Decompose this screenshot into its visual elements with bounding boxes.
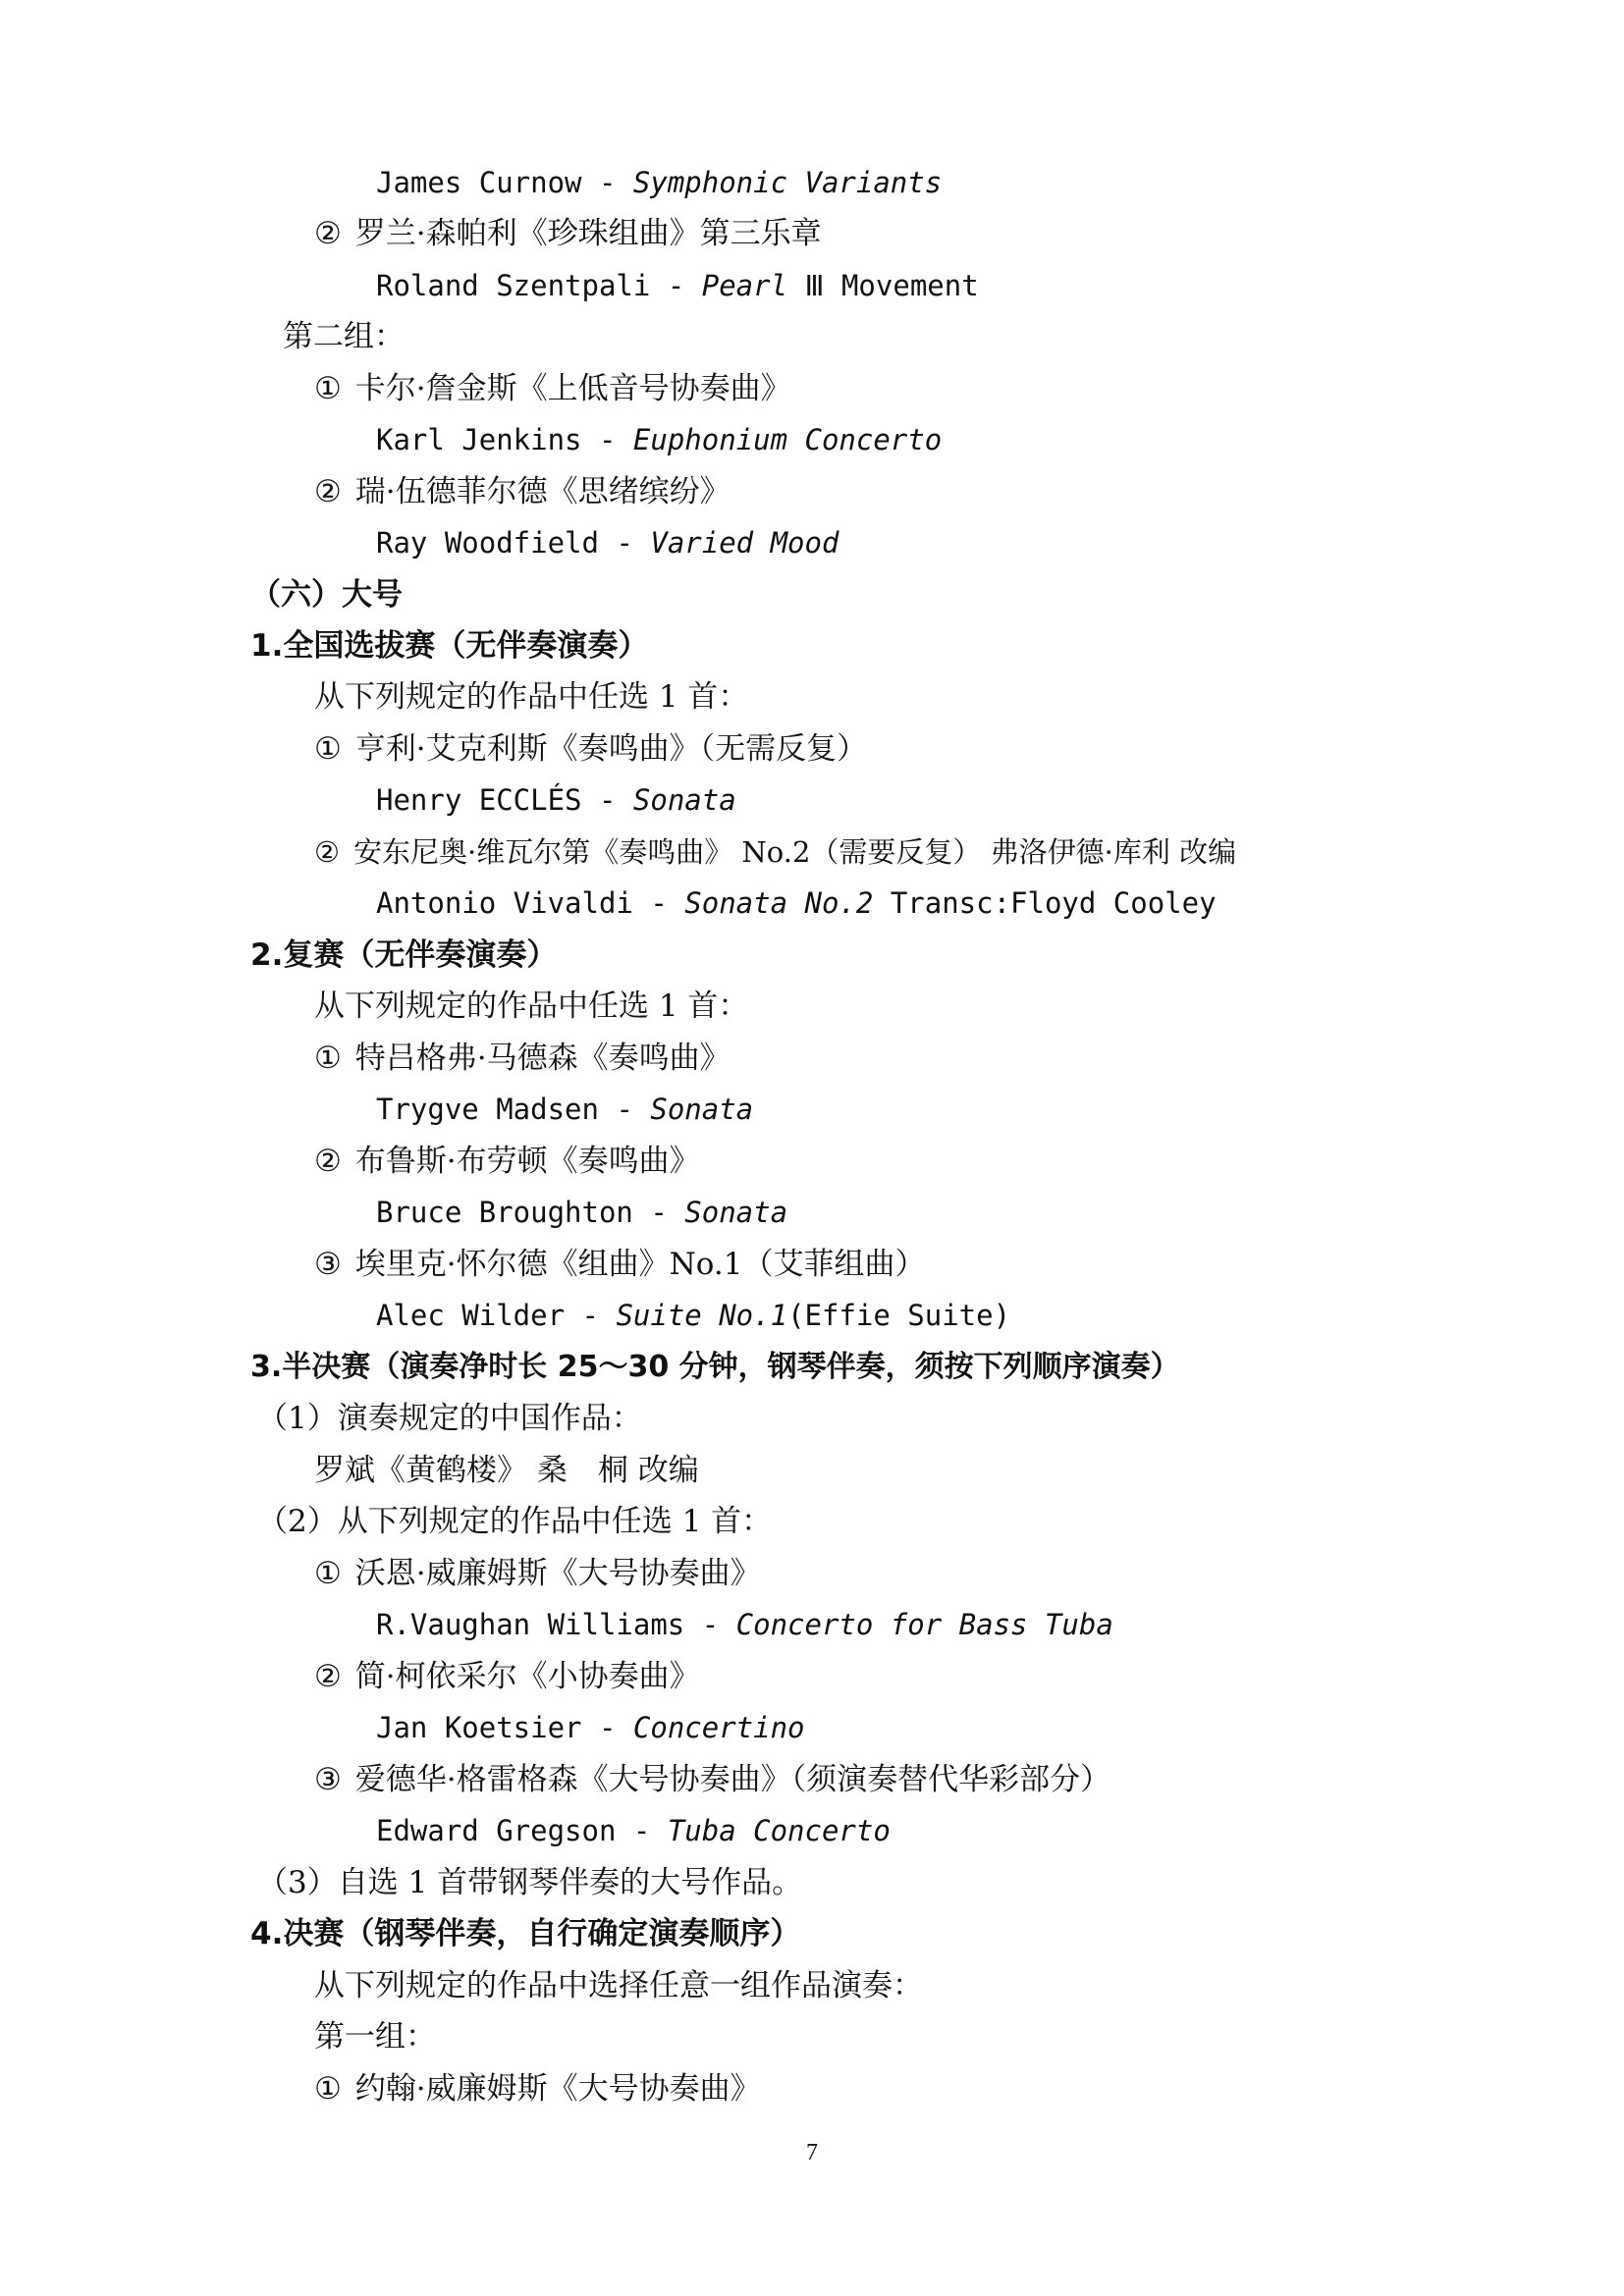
item-text: 亨利·艾克利斯《奏鸣曲》（无需反复） (354, 731, 868, 767)
item-text: 布鲁斯·布劳顿《奏鸣曲》 (354, 1144, 700, 1179)
item-marker: ② (314, 474, 342, 509)
separator: - (581, 1711, 633, 1744)
instruction-text: 从下列规定的作品中任选 1 首： (314, 679, 749, 715)
item-marker: ③ (314, 1247, 342, 1282)
work-item (314, 832, 1236, 872)
item-marker: ② (314, 1144, 342, 1179)
composer-name: Bruce Broughton (376, 1196, 633, 1229)
item-marker: ① (314, 1041, 342, 1076)
round-heading: 2.复赛（无伴奏演奏） (250, 937, 558, 973)
item-marker: ③ (314, 1762, 342, 1797)
round-heading: 4.决赛（钢琴伴奏，自行确定演奏顺序） (250, 1916, 801, 1951)
item-text: 罗斌《黄鹤楼》 桑 桐 改编 (314, 1453, 699, 1488)
item-text: 沃恩·威廉姆斯《大号协奏曲》 (354, 1556, 761, 1591)
composer-name: Trygve Madsen (376, 1093, 599, 1126)
work-item (314, 1554, 761, 1593)
composer-name: Henry ECCLÉS (376, 783, 582, 817)
separator: - (581, 783, 633, 817)
item-text: 简·柯依采尔《小协奏曲》 (354, 1659, 700, 1694)
item-marker: ① (314, 371, 342, 406)
work-title: Sonata (650, 1093, 754, 1126)
work-credit-line (376, 420, 942, 459)
composer-name: Roland Szentpali (376, 269, 651, 302)
work-item (314, 2069, 761, 2109)
work-credit-line (376, 1708, 805, 1747)
separator: - (598, 526, 651, 560)
composer-name: Jan Koetsier (376, 1711, 582, 1744)
work-credit-line (376, 1296, 1010, 1335)
work-credit-line (376, 1193, 787, 1232)
work-item (314, 1451, 699, 1490)
item-marker: ② (314, 835, 340, 869)
work-item (314, 1760, 1110, 1799)
work-credit-line (376, 1811, 891, 1850)
work-credit-line (376, 1090, 753, 1129)
work-title: Varied Mood (650, 526, 839, 560)
composer-name: James Curnow (376, 166, 582, 199)
item-marker: ② (314, 216, 342, 251)
round-heading: 1.全国选拔赛（无伴奏演奏） (250, 628, 649, 664)
item-text: 特吕格弗·马德森《奏鸣曲》 (354, 1041, 731, 1076)
composer-name: Alec Wilder (376, 1299, 566, 1332)
item-text: 瑞·伍德菲尔德《思绪缤纷》 (354, 474, 731, 509)
instruction-text: （2）从下列规定的作品中任选 1 首： (257, 1504, 773, 1539)
separator: - (598, 1093, 651, 1126)
work-item (314, 1142, 700, 1181)
composer-name: Antonio Vivaldi (376, 886, 633, 920)
separator: - (581, 423, 633, 456)
work-title: Sonata (632, 783, 736, 817)
separator: - (684, 1608, 736, 1641)
composer-name: Karl Jenkins (376, 423, 582, 456)
separator: - (616, 1814, 668, 1847)
work-title: Tuba Concerto (667, 1814, 891, 1847)
item-marker: ① (314, 731, 342, 767)
item-text: 罗兰·森帕利《珍珠组曲》第三乐章 (354, 216, 822, 251)
work-credit-line (376, 163, 942, 202)
composer-name: Ray Woodfield (376, 526, 599, 560)
item-text: 埃里克·怀尔德《组曲》No.1（艾菲组曲） (354, 1247, 926, 1282)
composer-name: Edward Gregson (376, 1814, 617, 1847)
instruction-text: 从下列规定的作品中任选 1 首： (314, 988, 749, 1024)
work-extra: (Effie Suite) (787, 1299, 1011, 1332)
work-credit-line (376, 1605, 1113, 1644)
separator: - (565, 1299, 617, 1332)
work-title: Pearl (701, 269, 788, 302)
work-item (314, 472, 731, 511)
work-credit-line (376, 780, 736, 820)
item-marker: ① (314, 2071, 342, 2107)
separator: - (632, 1196, 685, 1229)
item-text: 安东尼奥·维瓦尔第《奏鸣曲》 No.2（需要反复） 弗洛伊德·库利 改编 (353, 835, 1237, 869)
work-item (314, 1657, 700, 1696)
work-title: Symphonic Variants (632, 166, 943, 199)
work-item (314, 369, 791, 408)
work-item (314, 1039, 731, 1078)
item-marker: ② (314, 1659, 342, 1694)
separator: - (581, 166, 633, 199)
round-heading: 3.半决赛（演奏净时长 25～30 分钟，钢琴伴奏，须按下列顺序演奏） (250, 1350, 1180, 1384)
work-extra: Ⅲ Movement (787, 269, 979, 302)
page-number: 7 (806, 2140, 818, 2165)
work-credit-line (376, 883, 1217, 923)
work-title: Sonata (684, 1196, 788, 1229)
item-text: 约翰·威廉姆斯《大号协奏曲》 (354, 2071, 761, 2107)
work-title: Euphonium Concerto (632, 423, 943, 456)
work-title: Suite No.1 (616, 1299, 788, 1332)
instruction-text: （1）演奏规定的中国作品： (257, 1401, 642, 1436)
work-extra: Transc:Floyd Cooley (873, 886, 1217, 920)
instruction-text: 从下列规定的作品中选择任意一组作品演奏： (314, 1968, 923, 2003)
work-credit-line (376, 523, 839, 562)
work-title: Concertino (632, 1711, 805, 1744)
work-title: Sonata No.2 (684, 886, 874, 920)
work-item (314, 214, 822, 253)
group-label: 第一组： (314, 2019, 436, 2055)
item-text: 卡尔·詹金斯《上低音号协奏曲》 (354, 371, 791, 406)
item-text: 爱德华·格雷格森《大号协奏曲》（须演奏替代华彩部分） (354, 1762, 1111, 1797)
section-heading: （六）大号 (250, 577, 403, 613)
separator: - (650, 269, 702, 302)
work-item (314, 729, 867, 769)
group-label: 第二组： (283, 319, 405, 354)
work-credit-line (376, 266, 979, 305)
work-title: Concerto for Bass Tuba (735, 1608, 1113, 1641)
instruction-text: （3）自选 1 首带钢琴伴奏的大号作品。 (257, 1865, 803, 1900)
item-marker: ① (314, 1556, 342, 1591)
work-item (314, 1245, 925, 1284)
composer-name: R.Vaughan Williams (376, 1608, 685, 1641)
separator: - (632, 886, 685, 920)
